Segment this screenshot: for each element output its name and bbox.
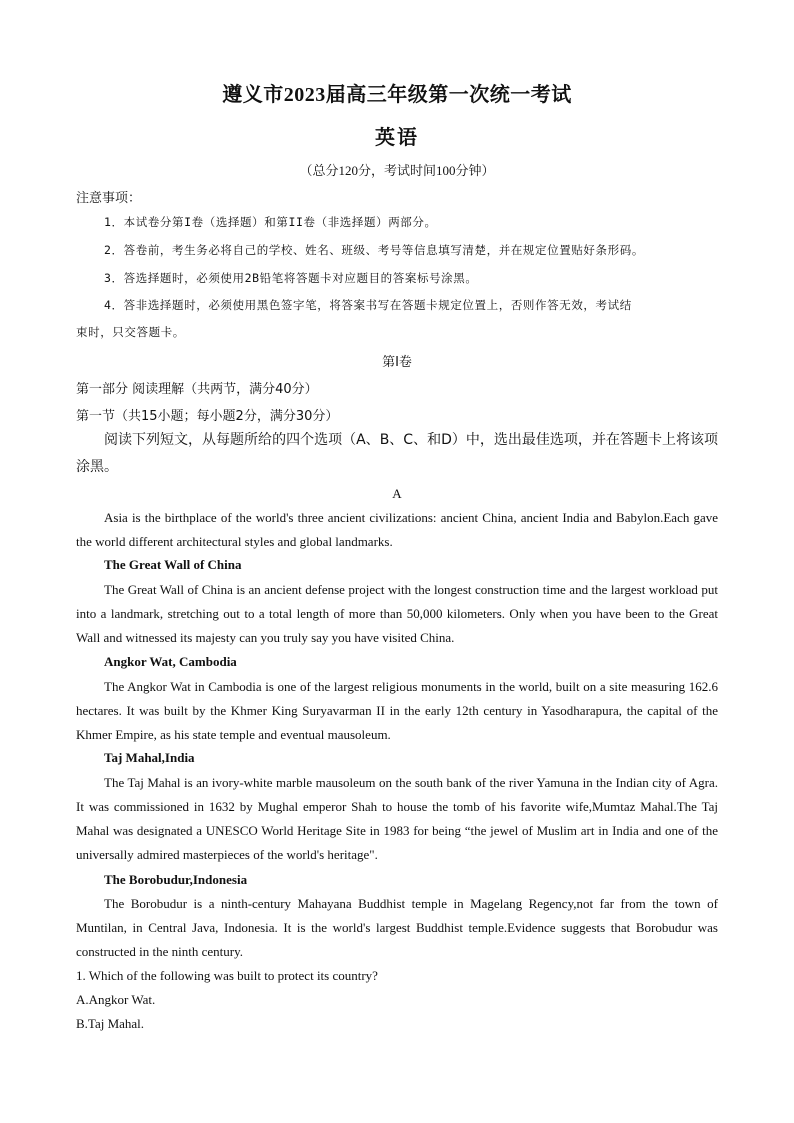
section-heading: 第一节（共15小题；每小题2分，满分30分） [76, 409, 339, 424]
question-option-b: B.Taj Mahal. [76, 1016, 145, 1031]
notice-heading: 注意事项： [76, 191, 142, 206]
volume-label: 第I卷 [382, 355, 412, 370]
section-heading-taj-mahal: Taj Mahal,India [104, 750, 195, 765]
question-option-a: A.Angkor Wat. [76, 992, 156, 1007]
section-text-great-wall: The Great Wall of China is an ancient defense project with the longest construction time and the largest workload put into a landmark, stretching out to a total length of more than 50,000 kilometers. Only when you have been to the Great Wall and witnessed its majesty can you truly say you have visited China. [76, 582, 718, 645]
part-heading: 第一部分 阅读理解（共两节，满分40分） [76, 382, 318, 397]
passage-intro: Asia is the birthplace of the world's three ancient civilizations: ancient China, ancient India and Babylon.Each gave the world different architectural styles and global landmarks. [76, 510, 718, 549]
section-text-taj-mahal: The Taj Mahal is an ivory-white marble mausoleum on the south bank of the river Yamuna in the Indian city of Agra. It was commissioned in 1632 by Mughal emperor Shah to house the tomb of his favorite wife,Mumtaz Mahal.The Taj Mahal was designated a UNESCO World Heritage Site in 1983 for being “the jewel of Muslim art in India and one of the universally admired masterpieces of the world's heritage". [76, 775, 718, 862]
score-info: （总分120分，考试时间100分钟） [299, 163, 495, 178]
passage-letter: A [392, 486, 402, 501]
notice-item-4: 4．答非选择题时，必须使用黑色签字笔，将答案书写在答题卡规定位置上，否则作答无效，考试结 [104, 298, 632, 312]
section-heading-borobudur: The Borobudur,Indonesia [104, 872, 248, 887]
exam-title: 遵义市2023届高三年级第一次统一考试 [222, 84, 572, 106]
notice-item-2: 2．答卷前，考生务必将自己的学校、姓名、班级、考号等信息填写清楚，并在规定位置贴好条形码。 [104, 243, 644, 257]
notice-item-3: 3．答选择题时，必须使用2B铅笔将答题卡对应题目的答案标号涂黑。 [104, 271, 478, 285]
section-heading-great-wall: The Great Wall of China [104, 557, 242, 572]
section-text-angkor-wat: The Angkor Wat in Cambodia is one of the largest religious monuments in the world, built on a site measuring 162.6 hectares. It was built by the Khmer King Suryavarman II in the early 12th century in Yasodharapura, the capital of the Khmer Empire, as his state temple and eventual mausoleum. [76, 679, 718, 742]
section-heading-angkor-wat: Angkor Wat, Cambodia [104, 654, 237, 669]
section-text-borobudur: The Borobudur is a ninth-century Mahayana Buddhist temple in Magelang Regency,not far from the town of Muntilan, in Central Java, Indonesia. It is the world's largest Buddhist temple.Evidence suggests that Borobudur was constructed in the ninth century. [76, 896, 718, 959]
question-stem: 1. Which of the following was built to protect its country? [76, 968, 378, 983]
notice-item-4-continued: 束时，只交答题卡。 [76, 325, 185, 339]
subject-title: 英语 [375, 127, 419, 149]
instruction-text: 阅读下列短文，从每题所给的四个选项（A、B、C、和D）中，选出最佳选项，并在答题卡上将该项涂黑。 [76, 432, 718, 475]
notice-item-1: 1．本试卷分第I卷（选择题）和第II卷（非选择题）两部分。 [104, 215, 437, 229]
